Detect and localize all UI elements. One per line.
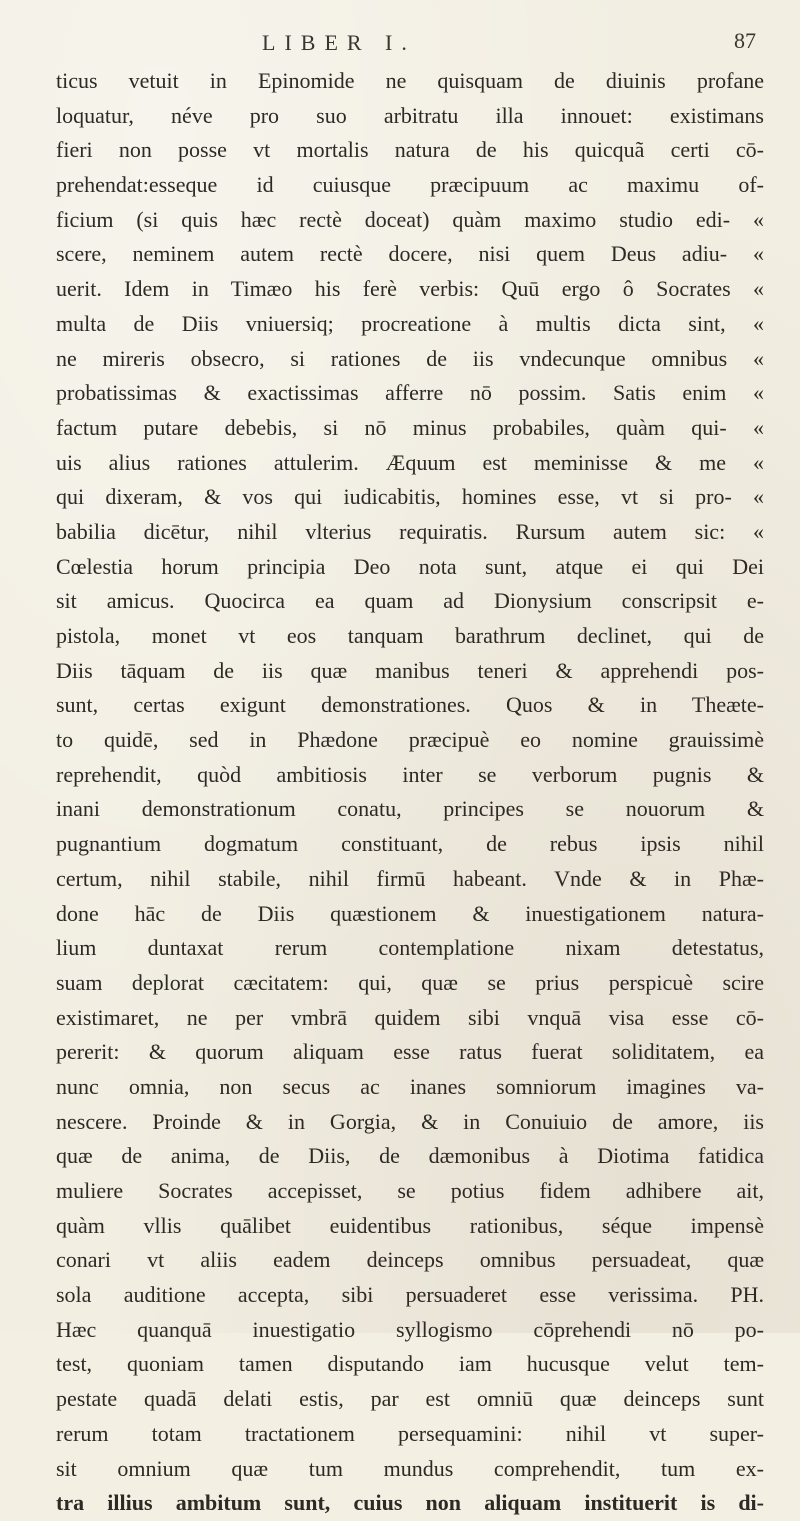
text-line: quàm vllis quālibet euidentibus rationibus, séque impensè bbox=[56, 1212, 764, 1238]
text-line: ficium (si quis hæc rectè doceat) quàm maximo studio edi- « bbox=[56, 206, 764, 232]
text-line: ne mireris obsecro, si rationes de iis vndecunque omnibus « bbox=[56, 345, 764, 371]
text-line: suam deplorat cæcitatem: qui, quæ se prius perspicuè scire bbox=[56, 969, 764, 995]
text-line: sola auditione accepta, sibi persuaderet esse verissima. PH. bbox=[56, 1282, 764, 1308]
text-line: prehendat:esseque id cuiusque præcipuum ac maximu of- bbox=[56, 172, 764, 198]
page-number: 87 bbox=[734, 28, 756, 53]
text-line: conari vt aliis eadem deinceps omnibus persuadeat, quæ bbox=[56, 1247, 764, 1273]
text-line: to quidē, sed in Phædone præcipuè eo nomine grauissimè bbox=[56, 727, 764, 753]
text-line: Diis tāquam de iis quæ manibus teneri & apprehendi pos- bbox=[56, 657, 764, 683]
text-line: uis alius rationes attulerim. Æquum est meminisse & me « bbox=[56, 449, 764, 475]
text-line: certum, nihil stabile, nihil firmū habeant. Vnde & in Phæ- bbox=[56, 865, 764, 891]
text-line: existimaret, ne per vmbrā quidem sibi vnquā visa esse cō- bbox=[56, 1004, 764, 1030]
text-line: reprehendit, quòd ambitiosis inter se verborum pugnis & bbox=[56, 761, 764, 787]
text-line: Cœlestia horum principia Deo nota sunt, atque ei qui Dei bbox=[56, 553, 764, 579]
text-line: quæ de anima, de Diis, de dæmonibus à Diotima fatidica bbox=[56, 1143, 764, 1169]
page-header bbox=[0, 26, 800, 66]
text-line: pugnantium dogmatum constituant, de rebus ipsis nihil bbox=[56, 831, 764, 857]
text-line: test, quoniam tamen disputando iam hucusque velut tem- bbox=[56, 1351, 764, 1377]
text-line: nescere. Proinde & in Gorgia, & in Conuiuio de amore, iis bbox=[56, 1108, 764, 1134]
text-line: done hāc de Diis quæstionem & inuestigationem natura- bbox=[56, 900, 764, 926]
text-line: pistola, monet vt eos tanquam barathrum declinet, qui de bbox=[56, 623, 764, 648]
text-line: lium duntaxat rerum contemplatione nixam detestatus, bbox=[56, 935, 764, 961]
text-line: scere, neminem autem rectè docere, nisi quem Deus adiu- « bbox=[56, 241, 764, 267]
text-line: sit amicus. Quocirca ea quam ad Dionysium conscripsit e- bbox=[56, 588, 764, 614]
text-line: loquatur, néve pro suo arbitratu illa innouet: existimans bbox=[56, 102, 764, 128]
text-line: tra illius ambitum sunt, cuius non aliquam instituerit is di- bbox=[56, 1490, 764, 1516]
running-title: LIBER I. bbox=[262, 30, 416, 55]
text-line: inani demonstrationum conatu, principes se nouorum & bbox=[56, 796, 764, 822]
body-text bbox=[56, 64, 764, 1521]
text-line: pestate quadā delati estis, par est omniū quæ deinceps sunt bbox=[56, 1386, 764, 1412]
text-line: fieri non posse vt mortalis natura de his quicquã certi cō- bbox=[56, 137, 764, 163]
text-line: muliere Socrates accepisset, se potius fidem adhibere ait, bbox=[56, 1178, 764, 1203]
text-line: sunt, certas exigunt demonstrationes. Quos & in Theæte- bbox=[56, 692, 764, 718]
text-line: factum putare debebis, si nō minus probabiles, quàm qui- « bbox=[56, 414, 764, 440]
text-line: pererit: & quorum aliquam esse ratus fuerat soliditatem, ea bbox=[56, 1039, 764, 1065]
text-line: rerum totam tractationem persequamini: nihil vt super- bbox=[56, 1420, 764, 1446]
text-line: ticus vetuit in Epinomide ne quisquam de diuinis profane bbox=[56, 68, 764, 93]
text-line: babilia dicētur, nihil vlterius requiratis. Rursum autem sic: « bbox=[56, 518, 764, 544]
text-line: probatissimas & exactissimas afferre nō possim. Satis enim « bbox=[56, 380, 764, 406]
text-line: multa de Diis vniuersiq; procreatione à multis dicta sint, « bbox=[56, 310, 764, 336]
text-line: qui dixeram, & vos qui iudicabitis, homines esse, vt si pro- « bbox=[56, 484, 764, 510]
text-line: nunc omnia, non secus ac inanes somniorum imagines va- bbox=[56, 1073, 764, 1099]
text-line: sit omnium quæ tum mundus comprehendit, tum ex- bbox=[56, 1455, 764, 1481]
text-line: Hæc quanquā inuestigatio syllogismo cōprehendi nō po- bbox=[56, 1316, 764, 1342]
text-line: uerit. Idem in Timæo his ferè verbis: Quū ergo ô Socrates « bbox=[56, 276, 764, 302]
